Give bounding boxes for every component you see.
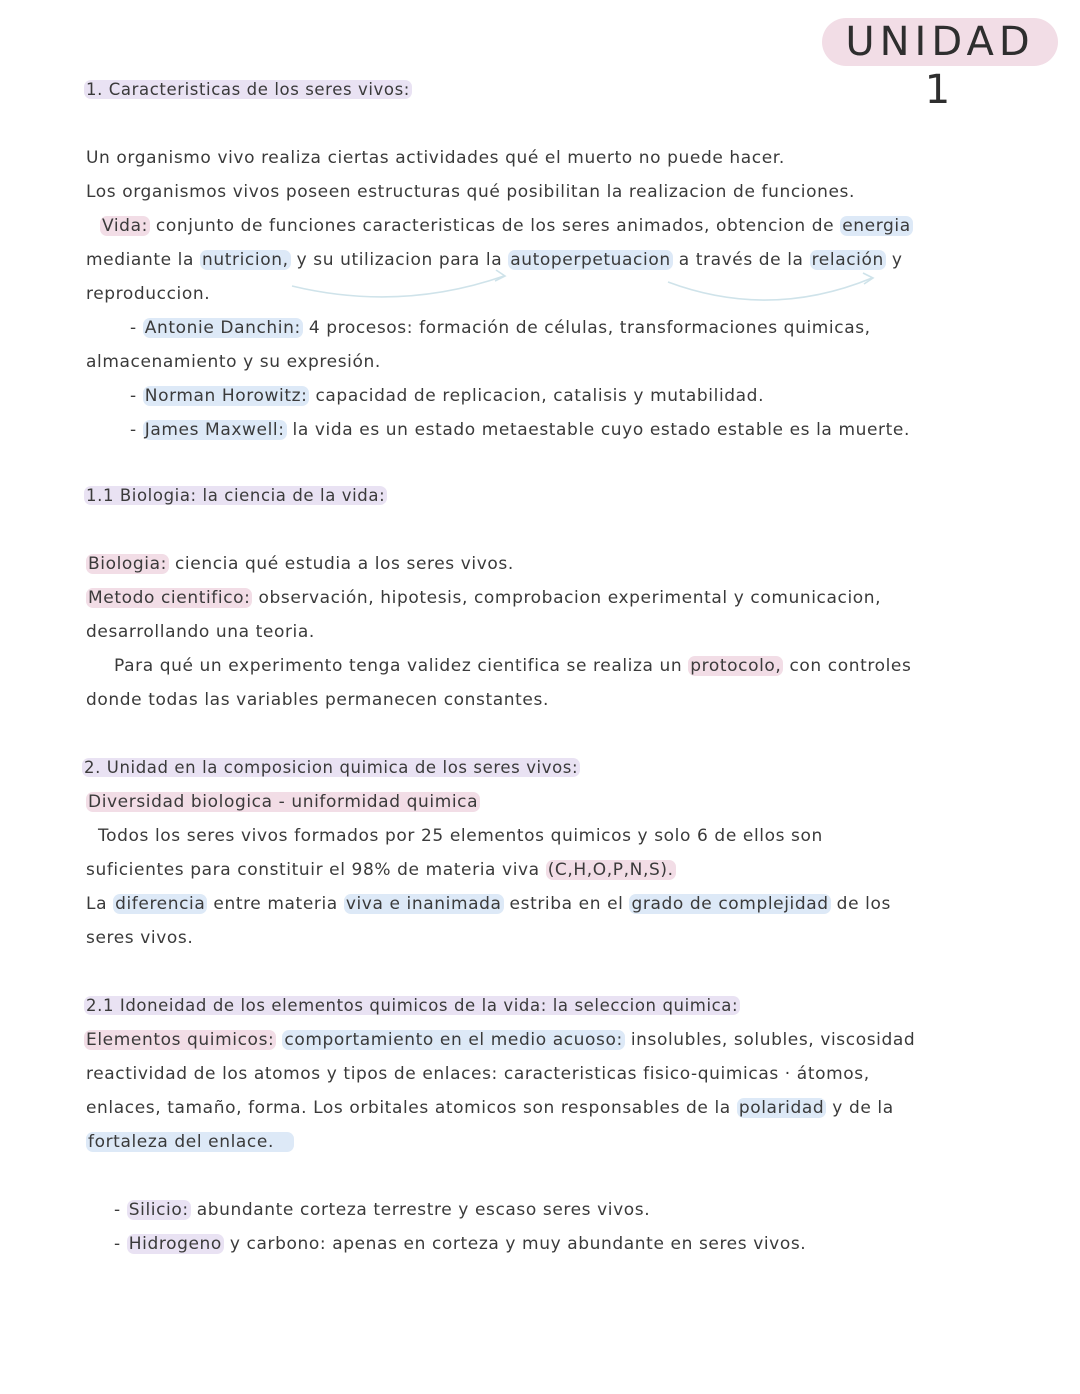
bullet-maxwell [130,418,910,442]
fortaleza-term: fortaleza del enlace. [86,1132,294,1152]
s2-paragraph-1: Todos los seres vivos formados por 25 elementos quimicos y solo 6 de ellos son [98,826,823,846]
hidrogeno-term: Hidrogeno [128,1234,222,1254]
la-text: La [86,894,114,914]
metodo-cont: desarrollando una teoria. [86,622,315,642]
elements-list: (C,H,O,P,N,S). [547,860,674,880]
metodo-definition [86,586,881,610]
para-text: Para qué un experimento tenga validez cientifica se realiza un [114,656,689,676]
reactividad-line: reactividad de los atomos y tipos de enlaces: caracteristicas fisico-quimicas · átomos, [86,1064,870,1084]
unit-title: UNIDAD 1 [822,18,1058,66]
biologia-term: Biologia: [88,554,167,574]
s2-paragraph-2 [86,858,676,882]
arrow-autoperpetuacion-to-relacion [668,278,872,300]
danchin-text: 4 procesos: formación de células, transformaciones quimicas, [302,318,871,338]
bullet-hidrogeno [114,1232,806,1256]
horowitz-name: Norman Horowitz: [144,386,308,406]
bullet-silicio [114,1198,650,1222]
y-de-la-text: y de la [826,1098,894,1118]
bullet-horowitz [130,384,764,408]
s1-paragraph-1: Un organismo vivo realiza ciertas actividades qué el muerto no puede hacer. [86,148,785,168]
polaridad-term: polaridad [738,1098,825,1118]
bullet-danchin-cont: almacenamiento y su expresión. [86,352,381,372]
maxwell-text: la vida es un estado metaestable cuyo estado estable es la muerte. [286,420,910,440]
diversidad-text: Diversidad biologica - uniformidad quimica [88,792,479,812]
bullet-dash: - [130,386,143,406]
bullet-dash: - [114,1234,127,1254]
relacion-term: relación [811,250,884,270]
connector-arrows [0,0,1080,320]
de-los-text: de los [830,894,891,914]
mediante-text: mediante la [86,250,200,270]
maxwell-name: James Maxwell: [144,420,285,440]
protocolo-term: protocolo, [690,656,782,676]
su-utilizacion-text: y su utilizacion para la [290,250,509,270]
vida-term: Vida: [102,216,148,236]
section-1-1-heading [84,484,387,508]
section-2-1-heading-text: 2.1 Idoneidad de los elementos quimicos de la vida: la seleccion quimica: [86,996,739,1015]
energia-term: energia [842,216,911,236]
section-2-1-heading [84,994,740,1018]
section-1-1-heading-text: 1.1 Biologia: la ciencia de la vida: [86,486,386,505]
protocolo-line [114,654,911,678]
viva-inanimada-term: viva e inanimada [345,894,502,914]
donde-line: donde todas las variables permanecen constantes. [86,690,549,710]
biologia-text: ciencia qué estudia a los seres vivos. [168,554,514,574]
bullet-danchin [130,316,871,340]
enlaces-text: enlaces, tamaño, forma. Los orbitales atomicos son responsables de la [86,1098,737,1118]
silicio-text: abundante corteza terrestre y escaso seres vivos. [190,1200,651,1220]
grado-complejidad-term: grado de complejidad [631,894,829,914]
section-2-subheading [86,790,480,814]
section-2-heading-text: 2. Unidad en la composicion quimica de los seres vivos: [84,758,579,777]
section-2-heading [82,756,580,780]
suficientes-text: suficientes para constituir el 98% de materia viva [86,860,546,880]
horowitz-text: capacidad de replicacion, catalisis y mutabilidad. [309,386,765,406]
silicio-term: Silicio: [128,1200,189,1220]
danchin-name: Antonie Danchin: [144,318,301,338]
controles-text: con controles [783,656,912,676]
nutricion-term: nutricion, [202,250,289,270]
s2-paragraph-4: seres vivos. [86,928,194,948]
y-text: y [885,250,903,270]
bullet-dash: - [130,318,143,338]
vida-text: conjunto de funciones caracteristicas de los seres animados, obtencion de [149,216,841,236]
fortaleza-line [86,1130,294,1154]
bullet-dash: - [114,1200,127,1220]
diferencia-term: diferencia [115,894,206,914]
elementos-line [84,1028,915,1052]
entre-materia-text: entre materia [207,894,344,914]
enlaces-line [86,1096,894,1120]
comportamiento-term: comportamiento en el medio acuoso: [284,1030,623,1050]
hidrogeno-text: y carbono: apenas en corteza y muy abundante en seres vivos. [223,1234,807,1254]
a-traves-text: a través de la [672,250,810,270]
metodo-term: Metodo cientifico: [88,588,251,608]
insolubles-text: insolubles, solubles, viscosidad [624,1030,916,1050]
reproduccion-line: reproduccion. [86,284,211,304]
s2-paragraph-3 [86,892,891,916]
elementos-term: Elementos quimicos: [86,1030,275,1050]
biologia-definition [86,552,514,576]
metodo-text: observación, hipotesis, comprobacion experimental y comunicacion, [252,588,882,608]
s1-paragraph-2: Los organismos vivos poseen estructuras qué posibilitan la realizacion de funciones. [86,182,856,202]
section-1-heading-text: 1. Caracteristicas de los seres vivos: [86,80,410,99]
arrow-nutricion-to-autoperpetuacion [292,276,504,297]
bullet-dash: - [130,420,143,440]
estriba-text: estriba en el [503,894,630,914]
autoperpetuacion-term: autoperpetuacion [510,250,671,270]
arrowhead-2 [863,273,873,284]
